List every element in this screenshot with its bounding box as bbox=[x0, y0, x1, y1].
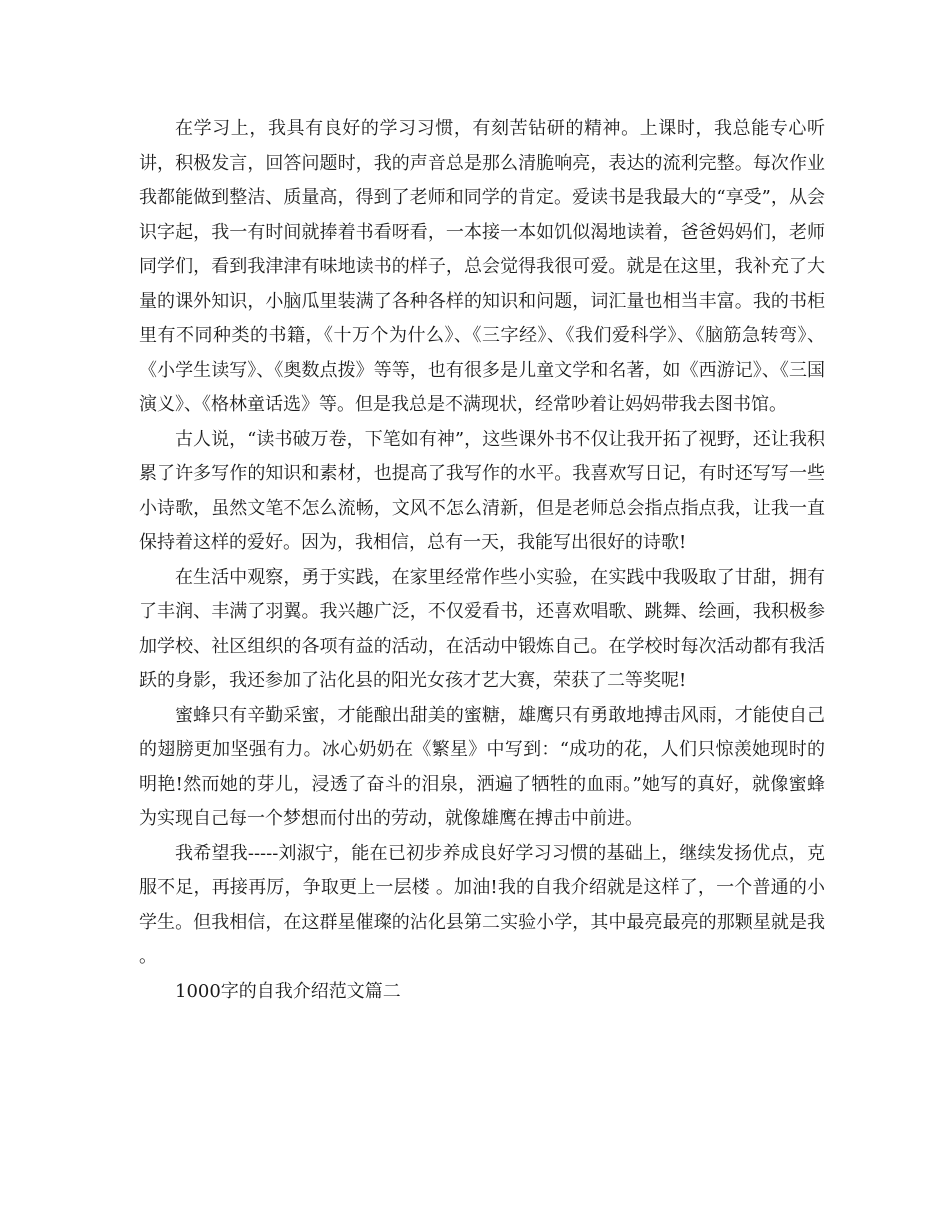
paragraph-hope: 我希望我-----刘淑宁，能在已初步养成良好学习习惯的基础上，继续发扬优点，克服不足，再接再厉，争取更上一层楼 。加油!我的自我介绍就是这样了，一个普通的小学生。但我相信，在这群星催璨的沾化县第二实验小学，其中最亮最亮的那颗星就是我 。 bbox=[139, 842, 825, 967]
document-body bbox=[139, 112, 825, 1009]
paragraph-bee-eagle: 蜜蜂只有辛勤采蜜，才能酿出甜美的蜜糖，雄鹰只有勇敢地搏击风雨，才能使自己的翅膀更加坚强有力。冰心奶奶在《繁星》中写到：“成功的花，人们只惊羡她现时的明艳!然而她的芽儿，浸透了奋斗的泪泉，洒遍了牺牲的血雨。”她写的真好，就像蜜蜂为实现自己每一个梦想而付出的劳动，就像雄鹰在搏击中前进。 bbox=[139, 704, 825, 829]
paragraph-practice: 在生活中观察，勇于实践，在家里经常作些小实验，在实践中我吸取了甘甜，拥有了丰润、丰满了羽翼。我兴趣广泛，不仅爱看书，还喜欢唱歌、跳舞、绘画，我积极参加学校、社区组织的各项有益的活动，在活动中锻炼自己。在学校时每次活动都有我活跃的身影，我还参加了沾化县的阳光女孩才艺大赛，荣获了二等奖呢! bbox=[139, 566, 825, 691]
section-subheading: 1000字的自我介绍范文篇二 bbox=[175, 980, 401, 1002]
paragraph-writing: 古人说，“读书破万卷，下笔如有神”，这些课外书不仅让我开拓了视野，还让我积累了许多写作的知识和素材，也提高了我写作的水平。我喜欢写日记，有时还写写一些小诗歌，虽然文笔不怎么流畅，文风不怎么清新，但是老师总会指点指点我，让我一直保持着这样的爱好。因为，我相信，总有一天，我能写出很好的诗歌! bbox=[139, 428, 825, 553]
paragraph-study-habits: 在学习上，我具有良好的学习习惯，有刻苦钻研的精神。上课时，我总能专心听讲，积极发言，回答问题时，我的声音总是那么清脆响亮，表达的流利完整。每次作业我都能做到整洁、质量高，得到了老师和同学的肯定。爱读书是我最大的“享受”，从会识字起，我一有时间就捧着书看呀看，一本接一本如饥似渴地读着，爸爸妈妈们，老师同学们，看到我津津有味地读书的样子，总会觉得我很可爱。就是在这里，我补充了大量的课外知识，小脑瓜里装满了各种各样的知识和问题，词汇量也相当丰富。我的书柜里有不同种类的书籍，《十万个为什么》、《三字经》、《我们爱科学》、《脑筋急转弯》、《小学生读写》、《奥数点拨》等等，也有很多是儿童文学和名著，如《西游记》、《三国演义》、《格林童话选》等。但是我总是不满现状，经常吵着让妈妈带我去图书馆。 bbox=[139, 118, 825, 415]
